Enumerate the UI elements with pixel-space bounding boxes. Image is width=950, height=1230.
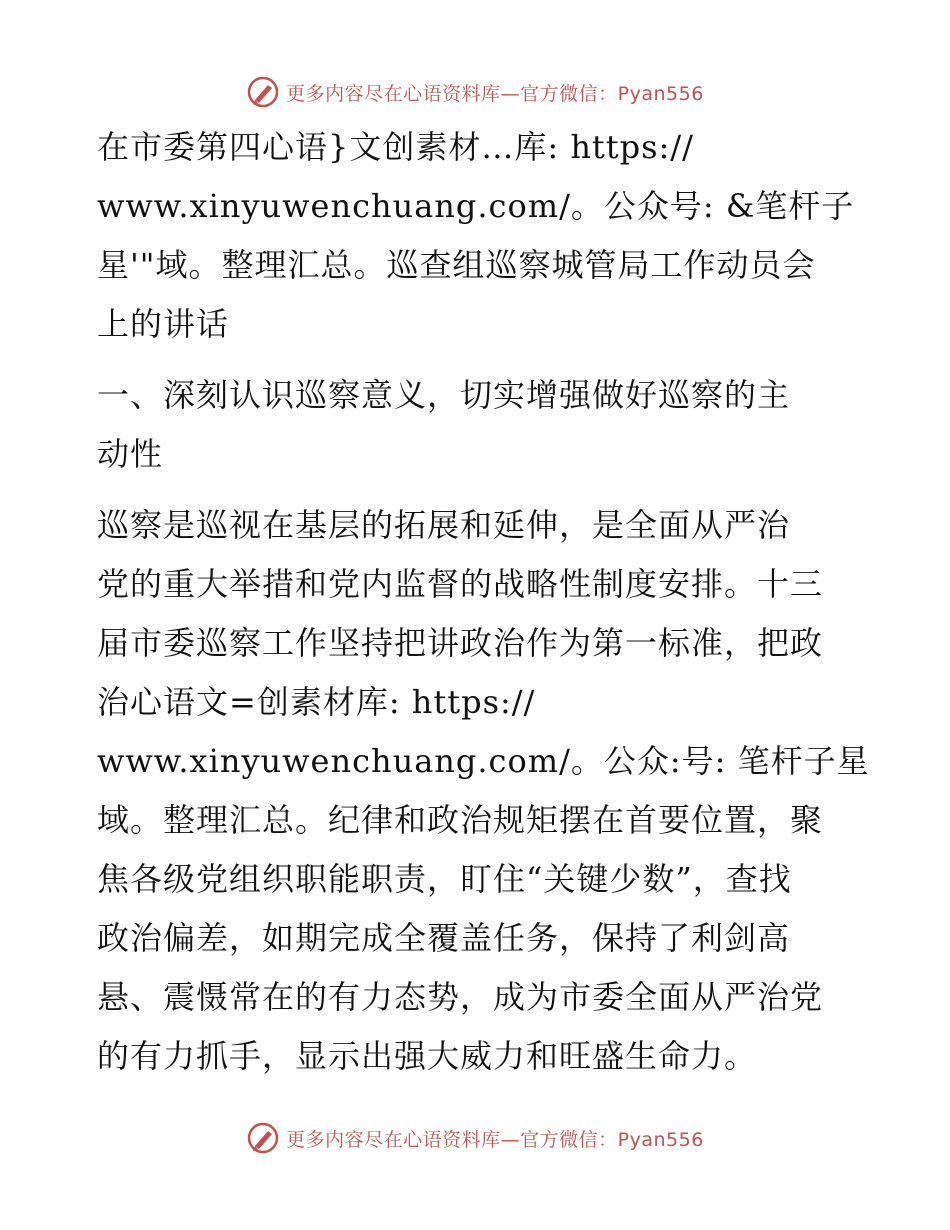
text-line: 在市委第四心语}文创素材…库: https://: [97, 128, 694, 166]
paragraph-body: [97, 496, 870, 1086]
text-line: 届市委巡察工作坚持把讲政治作为第一标准，把政: [97, 624, 824, 662]
text-line: 党的重大举措和党内监督的战略性制度安排。十三: [97, 565, 824, 603]
pen-circle-logo-icon: [246, 1121, 280, 1155]
footer-watermark-text: 更多内容尽在心语资料库—官方微信：Pyan556: [286, 1128, 704, 1151]
document-body: [97, 118, 870, 1086]
text-line: 一、深刻认识巡察意义，切实增强做好巡察的主: [97, 376, 791, 414]
text-line: 巡察是巡视在基层的拓展和延伸，是全面从严治: [97, 506, 791, 544]
text-line: 治心语文=创素材库: https://: [97, 683, 536, 721]
text-line: 政治偏差，如期完成全覆盖任务，保持了利剑高: [97, 919, 791, 957]
text-line: www.xinyuwenchuang.com/。公众号: &笔杆子: [97, 187, 855, 225]
header-watermark-text: 更多内容尽在心语资料库—官方微信：Pyan556: [286, 82, 704, 105]
text-line: www.xinyuwenchuang.com/。公众:号: 笔杆子星: [97, 742, 870, 780]
text-line: 动性: [97, 435, 164, 473]
text-line: 的有力抓手，显示出强大威力和旺盛生命力。: [97, 1037, 758, 1075]
text-line: 域。整理汇总。纪律和政治规矩摆在首要位置，聚: [97, 801, 824, 839]
text-line: 星'"域。整理汇总。巡查组巡察城管局工作动员会: [97, 246, 816, 284]
text-line: 焦各级党组织职能职责，盯住“关键少数”，查找: [97, 860, 792, 898]
text-line: 悬、震慑常在的有力态势，成为市委全面从严治党: [97, 978, 824, 1016]
section-heading: [97, 366, 857, 484]
pen-circle-logo-icon: [246, 75, 280, 109]
footer-watermark: [0, 1118, 950, 1158]
text-line: 上的讲话: [97, 305, 230, 343]
header-watermark: [0, 72, 950, 112]
paragraph-intro: [97, 118, 857, 354]
